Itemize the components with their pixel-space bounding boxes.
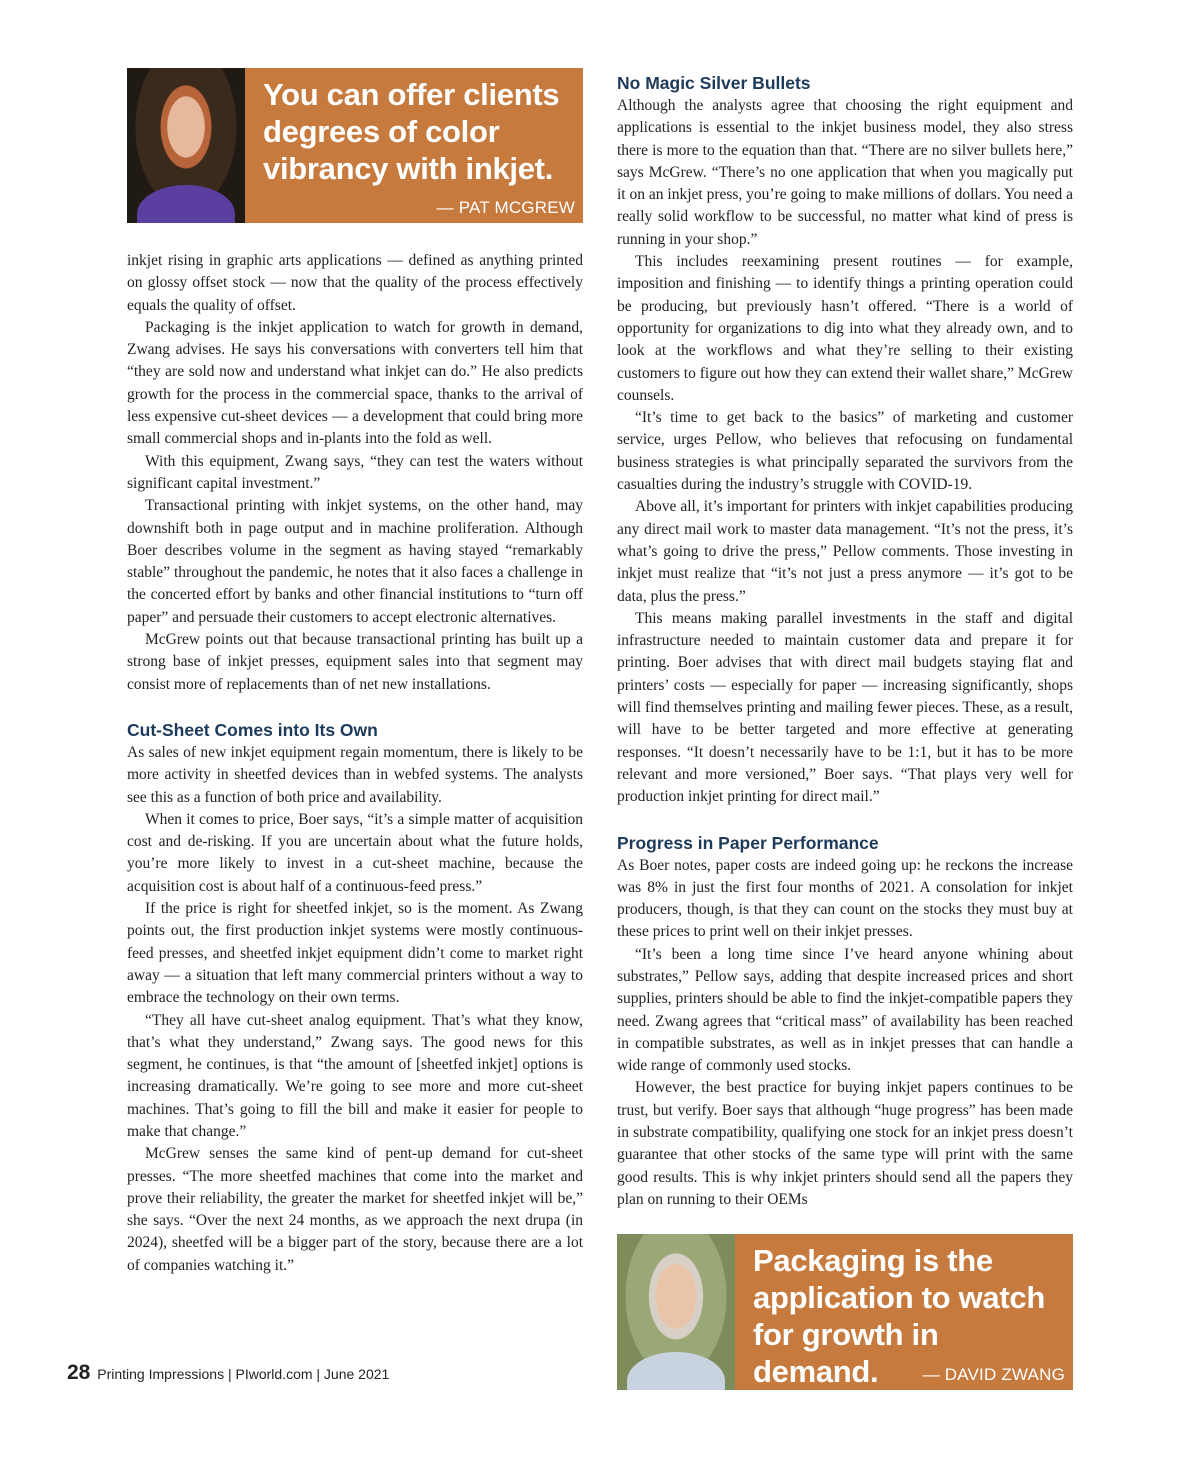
pull-quote-mcgrew <box>127 68 583 223</box>
page-number: 28 <box>67 1361 91 1384</box>
body-paragraph: As Boer notes, paper costs are indeed going up: he reckons the increase was 8% in just the first four months of 2021. A consolation for inkjet producers, though, is that they can count on the stocks they must buy at these prices to print well on their inkjet presses. <box>617 856 1073 941</box>
body-paragraph: This includes reexamining present routines — for example, imposition and finishing — to identify things a printing operation could be producing, but previously hasn’t offered. “There is a world of opportunity for organizations to dig into what they already own, and to look at the workflows and what they’re selling to their existing customers to figure out how they can extend their wallet share,” McGrew counsels. <box>617 253 1073 404</box>
body-paragraph: Transactional printing with inkjet systems, on the other hand, may downshift both in page output and in machine proliferation. Although Boer describes volume in the segment as having stayed “remarkably stable” throughout the pandemic, he notes that it also faces a challenge in the concerted effort by banks and other financial institutions to “turn off paper” and persuade their customers to accept electronic alternatives. <box>127 497 583 626</box>
pull-quote-text: Packaging is the application to watch for growth in demand. <box>753 1243 1045 1389</box>
body-paragraph: With this equipment, Zwang says, “they can test the waters without significant capital investment.” <box>127 452 583 492</box>
body-paragraph: McGrew senses the same kind of pent-up demand for cut-sheet presses. “The more sheetfed machines that come into the market and prove their reliability, the greater the market for sheetfed inkjet will be,” she says. “Over the next 24 months, as we approach the next drupa (in 2024), sheetfed will be a bigger part of the story, because there are a lot of companies watching it.” <box>127 1145 583 1274</box>
body-paragraph: However, the best practice for buying inkjet papers continues to be trust, but verify. Boer says that although “huge progress” has been made in substrate compatibility, qualifying one stock for an inkjet press doesn’t guarantee that other stocks of the same type will print with the same good results. This is why inkjet printers should send all the papers they plan on running to their OEMs <box>617 1079 1073 1208</box>
page-footer <box>67 1361 389 1385</box>
body-paragraph: “It’s been a long time since I’ve heard anyone whining about substrates,” Pellow says, adding that despite increased prices and short supplies, printers should be able to find the inkjet-compatible papers they need. Zwang agrees that “critical mass” of availability has been reached in compatible substrates, as well as in inkjet presses that can handle a wide range of commonly used stocks. <box>617 945 1073 1075</box>
section-heading: Cut-Sheet Comes into Its Own <box>127 719 378 740</box>
portrait-david-zwang <box>617 1234 735 1390</box>
section-heading: No Magic Silver Bullets <box>617 73 811 93</box>
body-paragraph: Packaging is the inkjet application to watch for growth in demand, Zwang advises. He says his conversations with converters tell him that “they are sold now and understand what inkjet can do.” He also predicts growth for the process in the commercial space, thanks to the arrival of less expensive cut-sheet devices — a development that could bring more small commercial shops and in-plants into the fold as well. <box>127 318 583 448</box>
body-paragraph: When it comes to price, Boer says, “it’s a simple matter of acquisition cost and de-risking. If you are uncertain about what the future holds, you’re more likely to invest in a cut-sheet machine, because the acquisition cost is about half of a continuous-feed press.” <box>127 810 583 895</box>
body-paragraph: Above all, it’s important for printers with inkjet capabilities producing any direct mail work to master data management. “It’s not the press, it’s what’s going to drive the press,” Pellow comments. Those investing in inkjet must realize that “it’s not just a press anymore — it’s got to be data, plus the press.” <box>617 498 1073 605</box>
right-column <box>617 71 1073 1211</box>
pull-quote-zwang <box>617 1234 1073 1390</box>
footer-text: Printing Impressions | PIworld.com | June 2021 <box>97 1366 390 1382</box>
body-paragraph: Although the analysts agree that choosing the right equipment and applications is essential to the inkjet business model, they also stress there is more to the equation than that. “There are no silver bullets here,” says McGrew. “There’s no one application that when you magically put it on an inkjet press, you’re going to make millions of dollars. You need a really solid workflow to be successful, no matter what kind of press is running in your shop.” <box>617 97 1073 248</box>
body-paragraph: McGrew points out that because transactional printing has built up a strong base of inkjet presses, equipment sales into that segment may consist more of replacements than of net new installations. <box>127 631 583 693</box>
body-paragraph: This means making parallel investments in the staff and digital infrastructure needed to maintain customer data and prepare it for printing. Boer advises that with direct mail budgets staying flat and printers’ costs — especially for paper — increasing significantly, shops will find themselves printing and mailing fewer pieces. These, as a result, will have to be better targeted and more effective at generating responses. “It doesn’t necessarily have to be 1:1, but it has to be more relevant and more versioned,” Boer says. “That plays very well for production inkjet printing for direct mail.” <box>617 609 1073 806</box>
body-paragraph: If the price is right for sheetfed inkjet, so is the moment. As Zwang points out, the first production inkjet systems were mostly continuous-feed presses, and sheetfed inkjet equipment didn’t come to market right away — a situation that left many commercial printers without a way to embrace the technology on their own terms. <box>127 900 583 1007</box>
pull-quote-text: You can offer clients degrees of color vibrancy with inkjet. <box>263 77 560 186</box>
left-column <box>127 68 583 1277</box>
section-heading: Progress in Paper Performance <box>617 832 879 853</box>
portrait-pat-mcgrew <box>127 68 245 223</box>
body-paragraph: As sales of new inkjet equipment regain momentum, there is likely to be more activity in sheetfed devices than in webfed systems. The analysts see this as a function of both price and availability. <box>127 743 583 806</box>
pull-quote-attribution: — DAVID ZWANG <box>922 1365 1065 1384</box>
body-paragraph: inkjet rising in graphic arts applications — defined as anything printed on glossy offset stock — now that the quality of the process effectively equals the quality of offset. <box>127 252 583 314</box>
body-paragraph: “It’s time to get back to the basics” of marketing and customer service, urges Pellow, who believes that refocusing on fundamental business strategies is what principally separated the survivors from the casualties during the industry’s struggle with COVID-19. <box>617 409 1073 494</box>
pull-quote-attribution: — PAT MCGREW <box>436 198 575 217</box>
body-paragraph: “They all have cut-sheet analog equipment. That’s what they know, that’s what they understand,” Zwang says. The good news for this segment, he continues, is that “the amount of [sheetfed inkjet] options is increasing dramatically. We’re going to see more and more cut-sheet machines. That’s going to fill the bill and make it easier for people to make that change.” <box>127 1011 583 1140</box>
